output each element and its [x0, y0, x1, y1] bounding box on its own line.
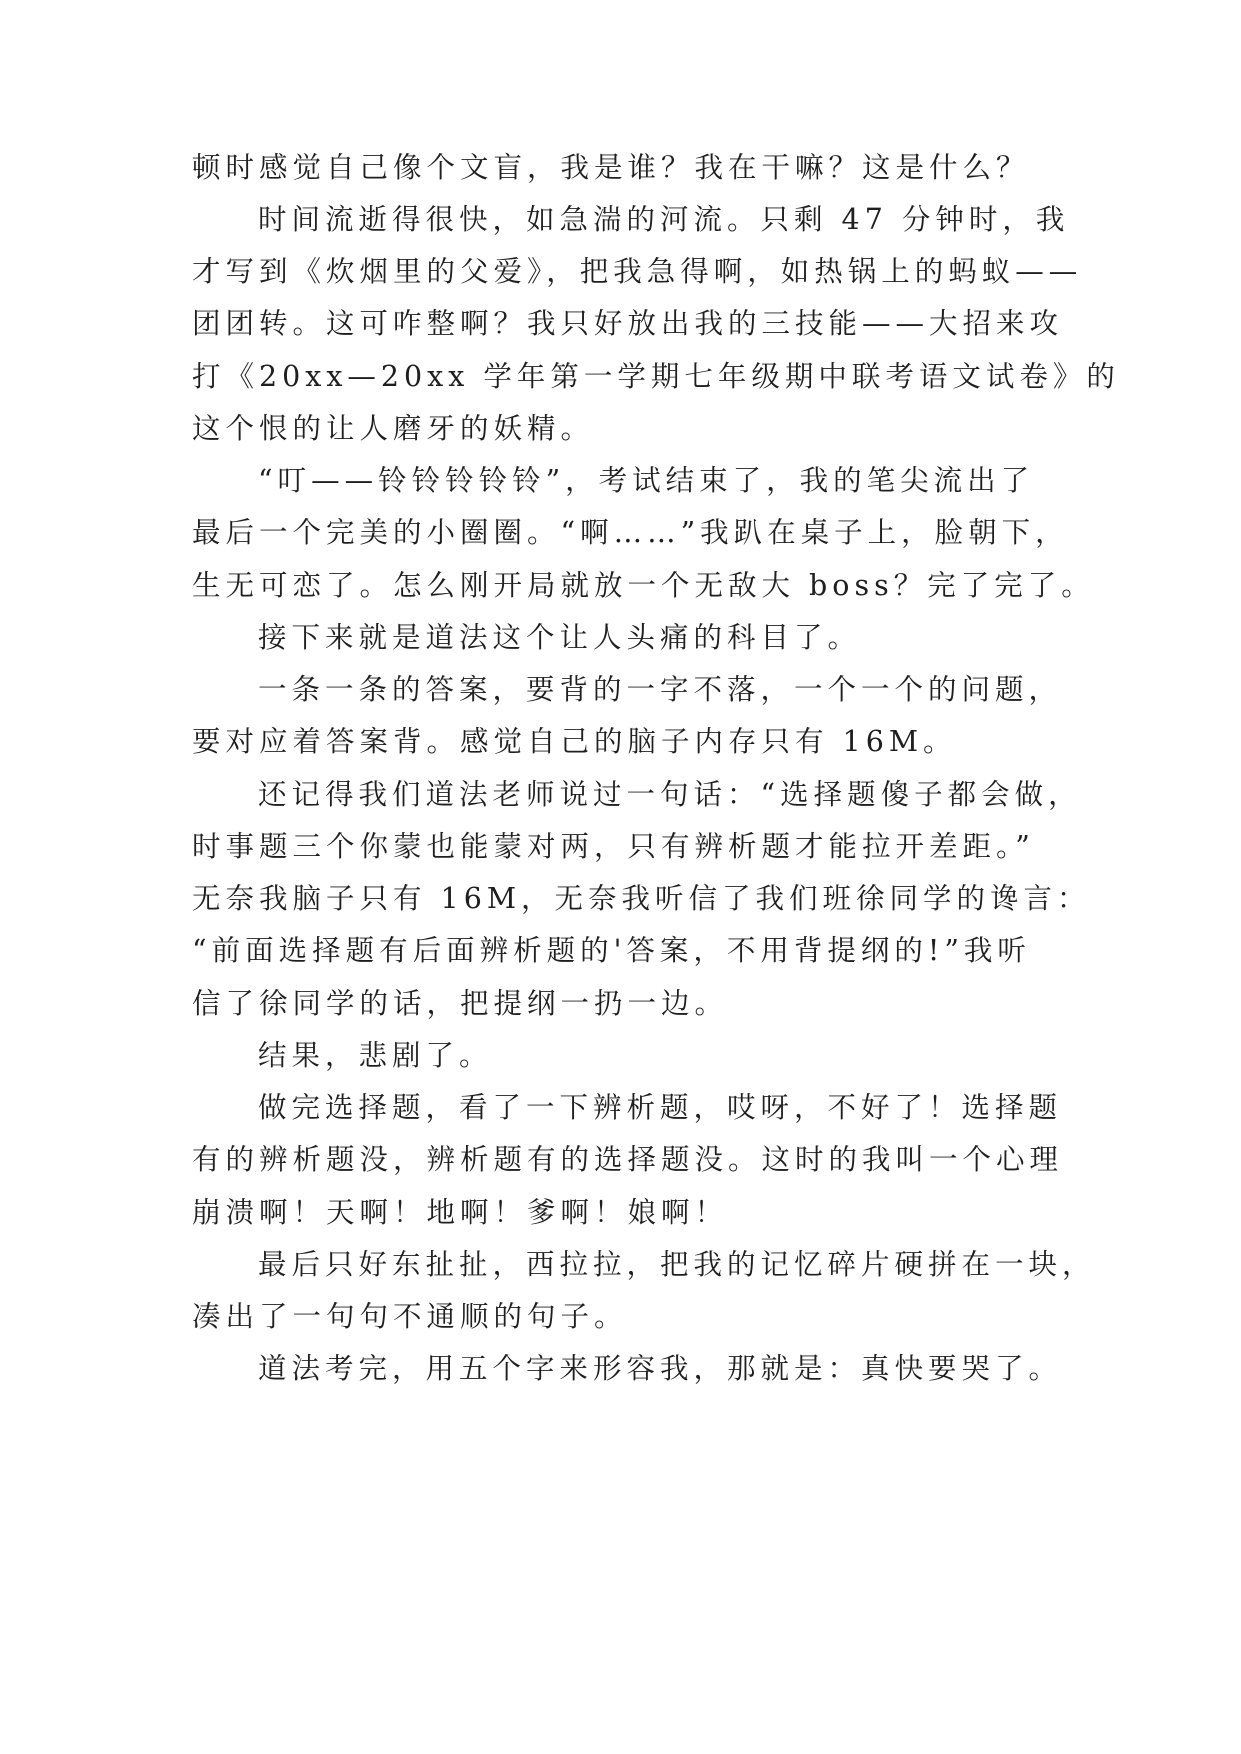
text-line: “前面选择题有后面辨析题的'答案，不用背提纲的!”我听: [192, 934, 1031, 967]
text-line: “叮——铃铃铃铃铃”，考试结束了，我的笔尖流出了: [258, 464, 1035, 497]
text-line: 最后一个完美的小圈圈。“啊……”我趴在桌子上，脸朝下，: [192, 516, 1069, 549]
text-line: 打《20xx—20xx 学年第一学期七年级期中联考语文试卷》的: [192, 360, 1120, 393]
text-line: 凑出了一句句不通顺的句子。: [192, 1300, 628, 1333]
text-line: 结果，悲剧了。: [258, 1039, 493, 1072]
text-line: 道法考完，用五个字来形容我，那就是：真快要哭了。: [258, 1352, 1063, 1385]
text-line: 无奈我脑子只有 16M，无奈我听信了我们班徐同学的谗言：: [192, 882, 1091, 915]
text-line: 要对应着答案背。感觉自己的脑子内存只有 16M。: [192, 725, 957, 758]
text-line: 接下来就是道法这个让人头痛的科目了。: [258, 621, 862, 654]
text-line: 生无可恋了。怎么刚开局就放一个无敌大 boss？完了完了。: [192, 569, 1095, 602]
text-line: 时间流逝得很快，如急湍的河流。只剩 47 分钟时，我: [258, 203, 1070, 236]
text-line: 才写到《炊烟里的父爱》，把我急得啊，如热锅上的蚂蚁——: [192, 255, 1083, 288]
text-line: 这个恨的让人磨牙的妖精。: [192, 412, 595, 445]
text-line: 做完选择题，看了一下辨析题，哎呀，不好了！选择题: [258, 1091, 1063, 1124]
text-line: 信了徐同学的话，把提纲一扔一边。: [192, 987, 729, 1020]
text-line: 一条一条的答案，要背的一字不落，一个一个的问题，: [258, 673, 1063, 706]
text-line: 还记得我们道法老师说过一句话：“选择题傻子都会做，: [258, 778, 1082, 811]
text-line: 最后只好东扯扯，西拉拉，把我的记忆碎片硬拼在一块，: [258, 1248, 1096, 1281]
text-line: 团团转。这可咋整啊？我只好放出我的三技能——大招来攻: [192, 307, 1064, 340]
text-line: 有的辨析题没，辨析题有的选择题没。这时的我叫一个心理: [192, 1143, 1064, 1176]
text-line: 时事题三个你蒙也能蒙对两，只有辨析题才能拉开差距。”: [192, 830, 1035, 863]
text-line: 顿时感觉自己像个文盲，我是谁？我在干嘛？这是什么？: [192, 151, 1030, 184]
text-line: 崩溃啊！天啊！地啊！爹啊！娘啊！: [192, 1196, 729, 1229]
